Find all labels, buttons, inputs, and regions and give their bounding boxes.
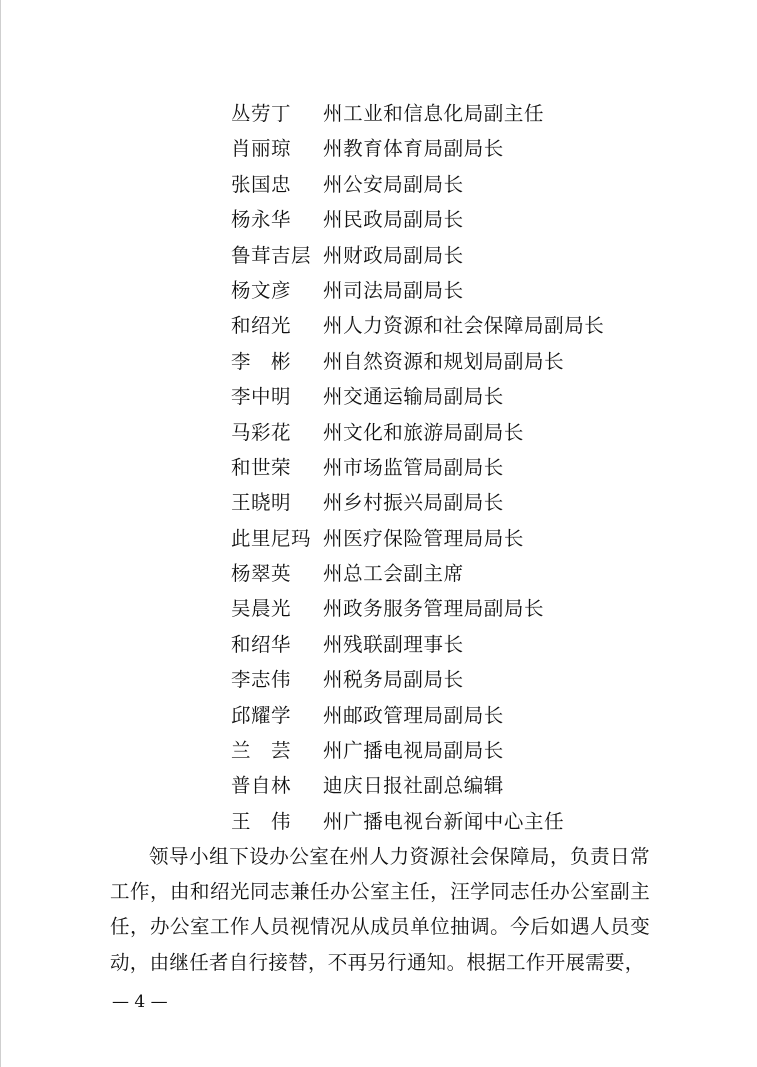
member-row	[231, 591, 604, 626]
member-role: 迪庆日报社副总编辑	[323, 774, 504, 798]
member-name: 李中明	[231, 385, 292, 409]
member-role: 州财政局副局长	[323, 243, 464, 267]
member-role: 州政务服务管理局副局长	[323, 597, 545, 621]
member-row	[231, 627, 604, 662]
member-row	[231, 768, 604, 803]
member-role: 州人力资源和社会保障局副局长	[323, 314, 605, 338]
member-name: 杨永华	[231, 208, 292, 232]
member-name: 邱耀学	[231, 703, 292, 727]
member-row	[231, 556, 604, 591]
member-name: 普自林	[231, 774, 292, 798]
member-role: 州市场监管局副局长	[323, 455, 504, 479]
member-name: 张国忠	[231, 172, 292, 196]
member-name: 丛劳丁	[231, 102, 292, 125]
member-name: 王晓明	[231, 491, 292, 515]
member-role: 州交通运输局副局长	[323, 385, 504, 409]
member-name: 鲁茸吉层	[231, 243, 312, 267]
member-row	[231, 131, 604, 166]
member-name: 李 彬	[231, 349, 292, 373]
member-row	[231, 450, 604, 485]
member-role: 州邮政管理局副局长	[323, 703, 504, 727]
member-row	[231, 96, 604, 131]
member-role: 州广播电视台新闻中心主任	[323, 809, 565, 833]
member-role: 州广播电视局副局长	[323, 739, 504, 763]
member-row	[231, 485, 604, 520]
member-row	[231, 521, 604, 556]
member-role: 州残联副理事长	[323, 632, 464, 656]
member-role: 州民政局副局长	[323, 208, 464, 232]
office-paragraph: 领导小组下设办公室在州人力资源社会保障局，负责日常工作，由和绍光同志兼任办公室主任，汪学同志任办公室副主任，办公室工作人员视情况从成员单位抽调。今后如遇人员变动，由继任者自行接替，不再另行通知。根据工作开展需要，	[110, 845, 650, 974]
member-role: 州公安局副局长	[323, 172, 464, 196]
member-name: 杨文彦	[231, 278, 292, 302]
member-row	[231, 167, 604, 202]
member-row	[231, 804, 604, 839]
member-row	[231, 344, 604, 379]
member-name: 王 伟	[231, 809, 292, 833]
member-list	[231, 96, 604, 839]
member-row	[231, 379, 604, 414]
member-role: 州乡村振兴局副局长	[323, 491, 504, 515]
member-row	[231, 238, 604, 273]
member-name: 和绍光	[231, 314, 292, 338]
member-row	[231, 273, 604, 308]
member-name: 肖丽琼	[231, 137, 292, 161]
member-name: 此里尼玛	[231, 526, 312, 550]
member-name: 马彩花	[231, 420, 292, 444]
member-row	[231, 202, 604, 237]
page-number: — 4 —	[112, 992, 168, 1012]
member-role: 州医疗保险管理局局长	[323, 526, 525, 550]
member-role: 州文化和旅游局副局长	[323, 420, 525, 444]
member-name: 杨翠英	[231, 562, 292, 586]
member-role: 州工业和信息化局副主任	[323, 102, 545, 125]
member-name: 吴晨光	[231, 597, 292, 621]
member-name: 兰 芸	[231, 739, 292, 763]
member-role: 州教育体育局副局长	[323, 137, 504, 161]
member-name: 李志伟	[231, 668, 292, 692]
page-left-border	[0, 0, 1, 1067]
member-row	[231, 662, 604, 697]
member-row	[231, 733, 604, 768]
member-row	[231, 308, 604, 343]
member-role: 州税务局副局长	[323, 668, 464, 692]
member-row	[231, 415, 604, 450]
member-role: 州总工会副主席	[323, 562, 464, 586]
member-name: 和世荣	[231, 455, 292, 479]
member-row	[231, 698, 604, 733]
member-role: 州自然资源和规划局副局长	[323, 349, 565, 373]
member-name: 和绍华	[231, 632, 292, 656]
member-role: 州司法局副局长	[323, 278, 464, 302]
